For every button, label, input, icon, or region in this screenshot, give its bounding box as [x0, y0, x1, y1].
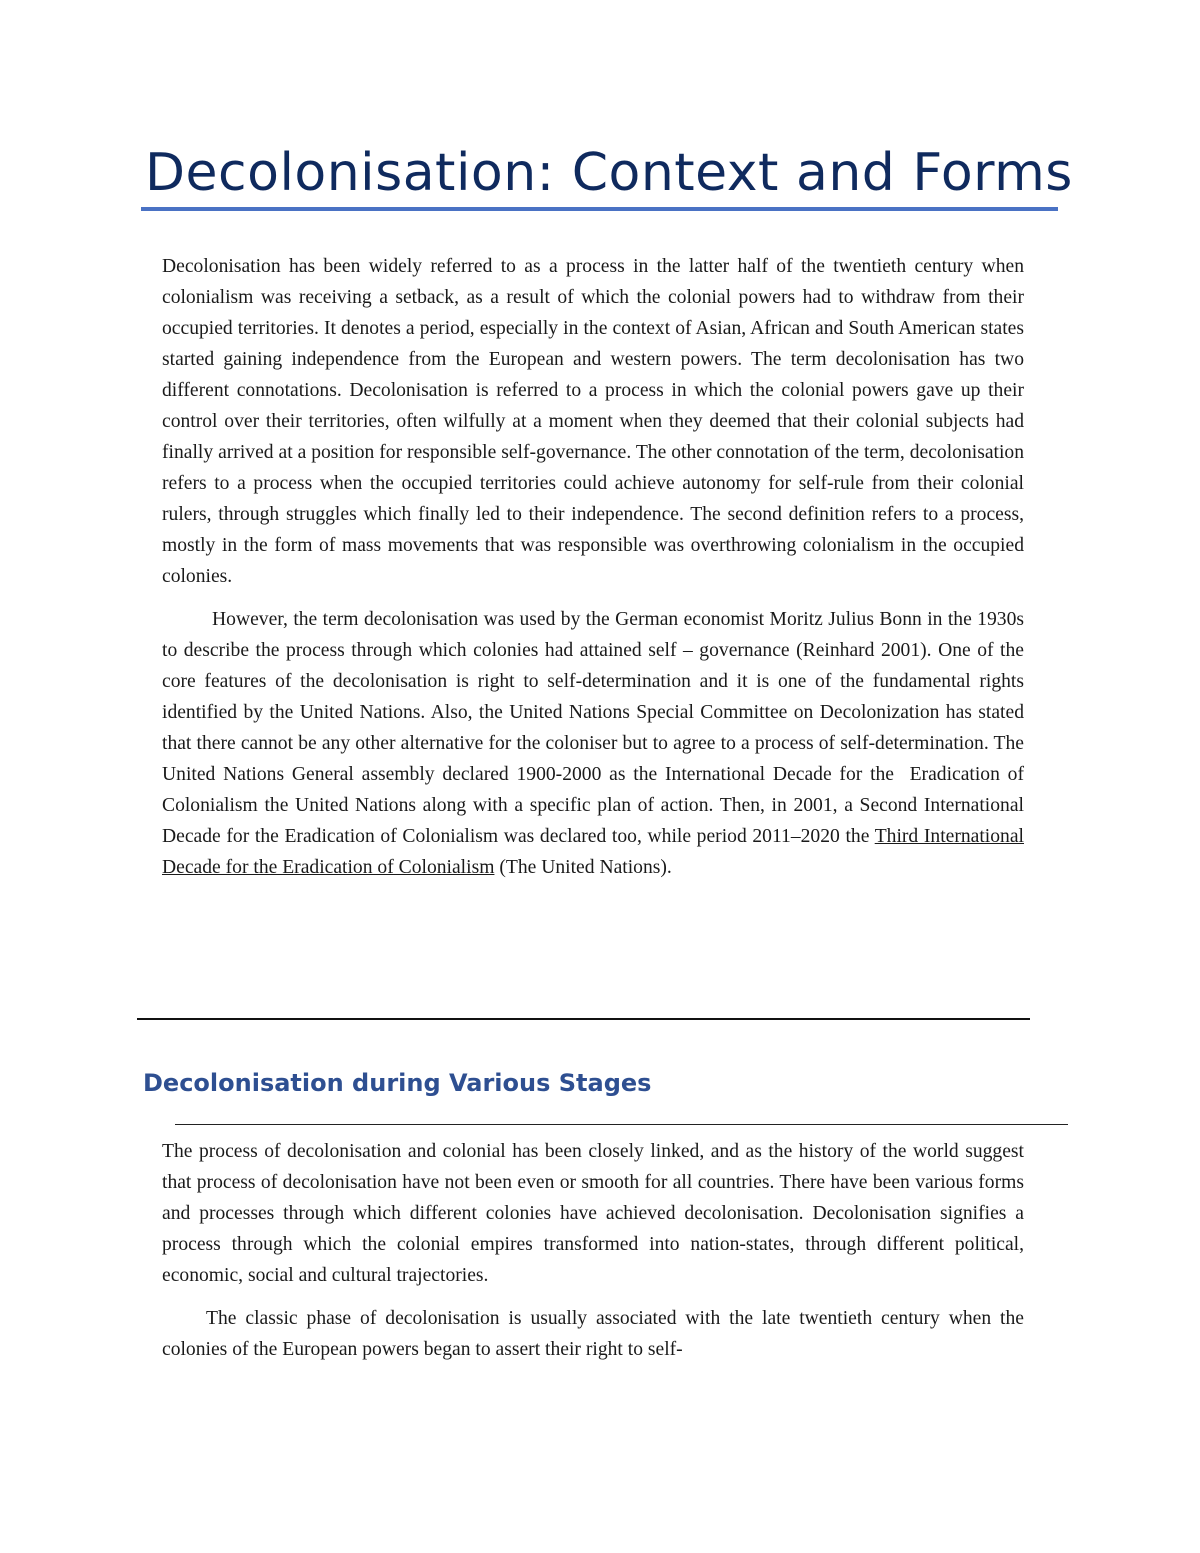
intro-paragraph-2-text: However, the term decolonisation was used by the German economist Moritz Julius Bonn in the 1930s to describe the process through which colonies had attained self – governance (Reinhard 2001). One of the core features of the decolonisation is right to self-determination and it is one of the fundamental rights identified by the United Nations. Also, the United Nations Special Committee on Decolonization has stated that there cannot be any other alternative for the coloniser but to agree to a process of self-determination. The United Nations General assembly declared 1900-2000 as the International Decade for the Eradication of Colonialism the United Nations along with a specific plan of action. Then, in 2001, a Second International Decade for the Eradication of Colonialism was declared too, while period 2011–2020 the — [162, 609, 1024, 847]
stages-paragraph-2: The classic phase of decolonisation is usually associated with the late twentieth century when the colonies of the European powers began to assert their right to self- — [162, 1308, 1024, 1360]
section-heading-rule — [175, 1124, 1068, 1125]
stages-paragraph-1: The process of decolonisation and colonial has been closely linked, and as the history of the world suggest that process of decolonisation have not been even or smooth for all countries. There have been various forms and processes through which different colonies have achieved decolonisation. Decolonisation signifies a process through which the colonial empires transformed into nation-states, through different political, economic, social and cultural trajectories. — [162, 1141, 1024, 1286]
section-divider — [137, 1018, 1030, 1020]
section-heading: Decolonisation during Various Stages — [143, 1069, 652, 1097]
intro-paragraph-1: Decolonisation has been widely referred to as a process in the latter half of the twentieth century when colonialism was receiving a setback, as a result of which the colonial powers had to withdraw from their occupied territories. It denotes a period, especially in the context of Asian, African and South American states started gaining independence from the European and western powers. The term decolonisation has two different connotations. Decolonisation is referred to a process in which the colonial powers gave up their control over their territories, often wilfully at a moment when they deemed that their colonial subjects had finally arrived at a position for responsible self-governance. The other connotation of the term, decolonisation refers to a process when the occupied territories could achieve autonomy for self-rule from their colonial rulers, through struggles which finally led to their independence. The second definition refers to a process, mostly in the form of mass movements that was responsible was overthrowing colonialism in the occupied colonies. — [162, 256, 1024, 587]
intro-section — [162, 251, 1024, 883]
intro-paragraph-2 — [162, 604, 1024, 883]
title-underline-rule — [141, 207, 1058, 211]
stages-section — [162, 1136, 1024, 1365]
third-decade-link[interactable]: Third International Decade for the Eradication of Colonialism — [162, 826, 1024, 878]
document-title: Decolonisation: Context and Forms — [145, 143, 1073, 203]
intro-paragraph-2-citation: (The United Nations). — [494, 857, 672, 878]
